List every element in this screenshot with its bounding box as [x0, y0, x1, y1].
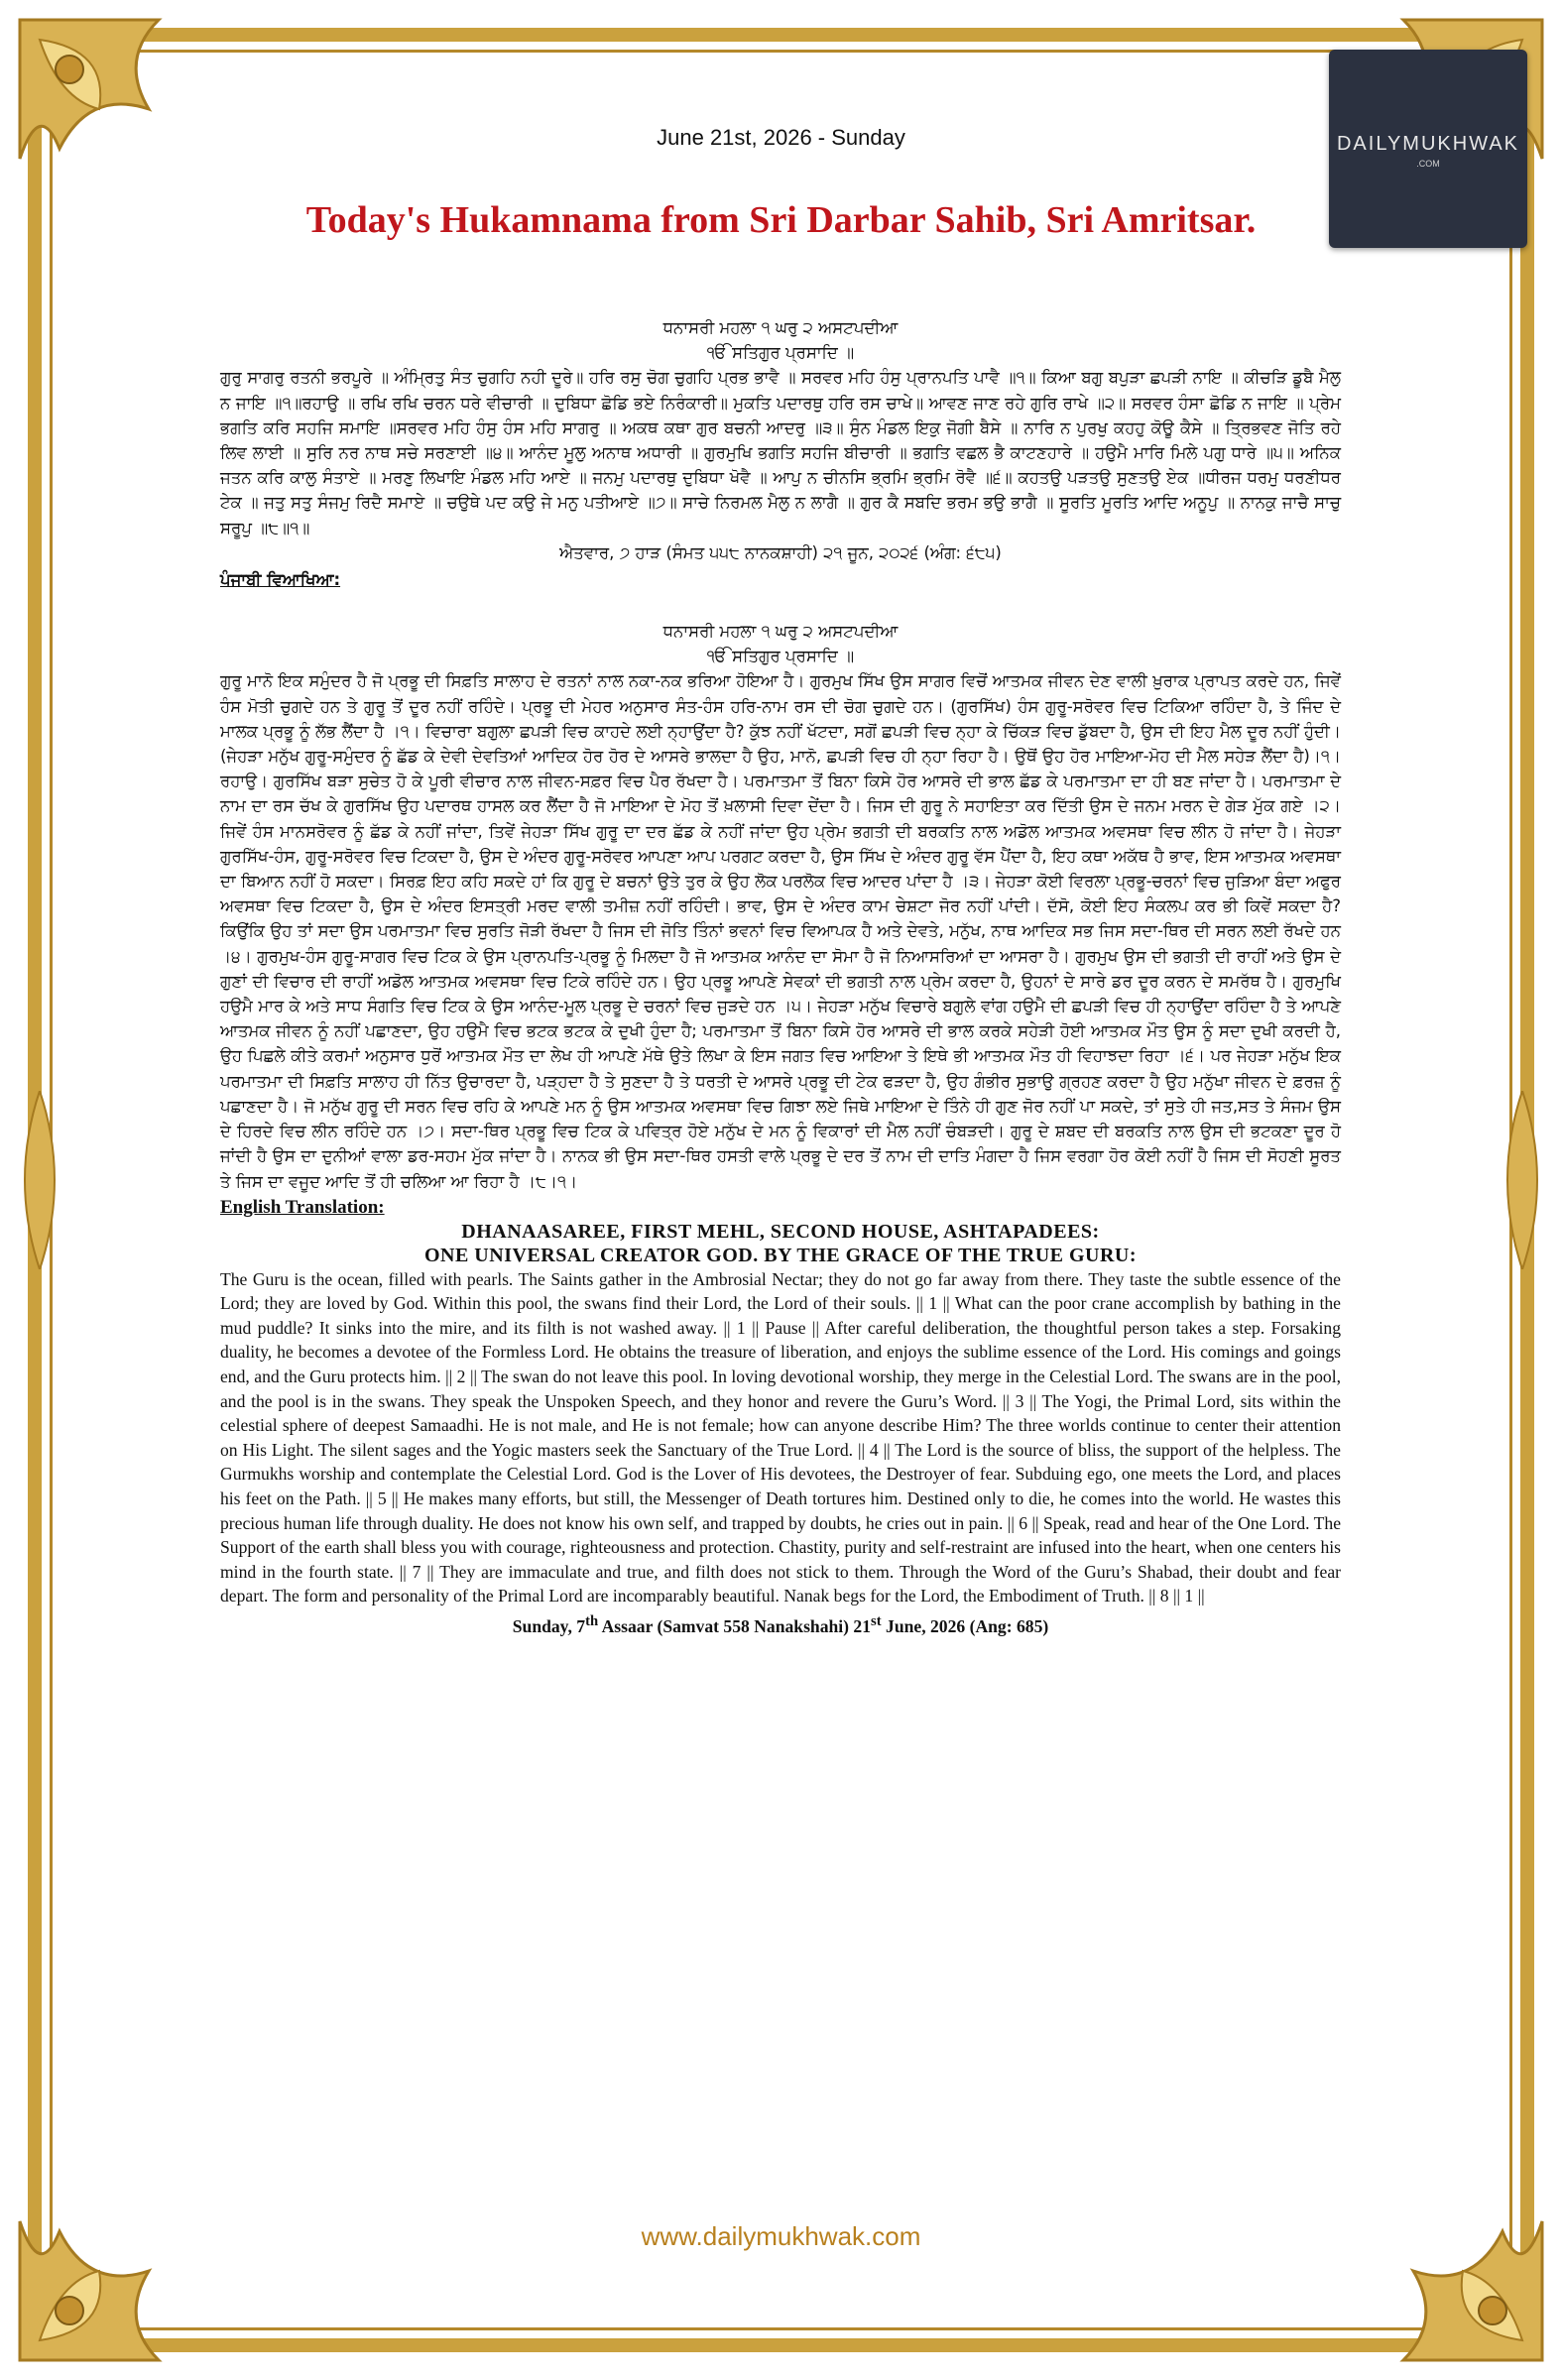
english-date-part-2: Assaar (Samvat 558 Nanakshahi) 21 — [598, 1615, 872, 1636]
page-date: June 21st, 2026 - Sunday — [657, 125, 905, 150]
main-content — [220, 315, 1341, 1639]
ribbon-bow-ornament-bottom-right — [1324, 2142, 1562, 2380]
english-heading-2: ONE UNIVERSAL CREATOR GOD. BY THE GRACE OF THE TRUE GURU: — [423, 1244, 1138, 1266]
english-date-part-3: June, 2026 (Ang: 685) — [881, 1615, 1049, 1636]
english-translation-text: The Guru is the ocean, filled with pearls. The Saints gather in the Ambrosial Nectar; they do not go far away from there. They taste the subtle essence of the Lord; they are loved by God. Within this pool, the swans find their Lord, the Lord of their souls. || 1 || What can the poor crane accomplish by bathing in the mud puddle? It sinks into the mire, and its filth is not washed away. || 1 || Pause || After careful deliberation, the thoughtful person takes a step. Forsaking duality, he becomes a devotee of the Formless Lord. He obtains the treasure of liberation, and enjoys the sublime essence of the Lord. His comings and goings end, and the Guru protects him. || 2 || The swan do not leave this pool. In loving devotional worship, they merge in the Celestial Lord. The swans are in the pool, and the pool is in the swans. They speak the Unspoken Speech, and they honor and revere the Guru’s Word. || 3 || The Yogi, the Primal Lord, sits within the celestial sphere of deepest Samaadhi. He is not male, and He is not female; how can anyone describe Him? The three worlds continue to center their attention on His Light. The silent sages and the Yogic masters seek the Sanctuary of the True Lord. || 4 || The Lord is the source of bliss, the support of the helpless. The Gurmukhs worship and contemplate the Celestial Lord. God is the Lover of His devotees, the Destroyer of fear. Subduing ego, one meets the Lord, and places his feet on the Path. || 5 || He makes many efforts, but still, the Messenger of Death tortures him. Destined only to die, he comes into the world. He wastes this precious human life through duality. He does not know his own self, and trapped by doubts, he cries out in pain. || 6 || Speak, read and hear of the One Lord. The Support of the earth shall bless you with courage, righteousness and protection. Chastity, purity and self-restraint are infused into the heart, when one centers his mind in the fourth state. || 7 || They are immaculate and true, and filth does not stick to them. Through the Word of the Guru’s Shabad, their doubt and fear depart. The form and personality of the Primal Lord are incomparably beautiful. Nanak begs for the Lord, the Embodiment of Truth. || 8 || 1 || — [220, 1268, 1341, 1606]
english-date-sup-2: st — [871, 1613, 882, 1630]
side-ornament-left — [10, 1091, 69, 1269]
english-date-line — [220, 1608, 1341, 1639]
english-date-sup-1: th — [585, 1613, 599, 1630]
punjabi-explanation-label: ਪੰਜਾਬੀ ਵਿਆਖਿਆ: — [220, 570, 341, 590]
punjabi-heading: ਧਨਾਸਰੀ ਮਹਲਾ ੧ ਘਰੁ ੨ ਅਸਟਪਦੀਆ — [662, 622, 899, 642]
gurbani-ikonkar: ੴ ਸਤਿਗੁਰ ਪ੍ਰਸਾਦਿ ॥ — [706, 343, 855, 363]
side-ornament-right — [1493, 1091, 1552, 1269]
gurbani-text: ਗੁਰੁ ਸਾਗਰੁ ਰਤਨੀ ਭਰਪੂਰੇ ॥ ਅੰਮ੍ਰਿਤੁ ਸੰਤ ਚੁਗਹਿ ਨਹੀ ਦੂਰੇ॥ ਹਰਿ ਰਸੁ ਚੋਗ ਚੁਗਹਿ ਪ੍ਰਭ ਭਾਵੈ ॥ ਸਰਵਰ ਮਹਿ ਹੰਸੁ ਪ੍ਰਾਨਪਤਿ ਪਾਵੈ ॥੧॥ ਕਿਆ ਬਗੁ ਬਪੁੜਾ ਛਪੜੀ ਨਾਇ ॥ ਕੀਚੜਿ ਡੂਬੈ ਮੈਲੁ ਨ ਜਾਇ ॥੧॥ਰਹਾਉ ॥ ਰਖਿ ਰਖਿ ਚਰਨ ਧਰੇ ਵੀਚਾਰੀ ॥ ਦੁਬਿਧਾ ਛੋਡਿ ਭਏ ਨਿਰੰਕਾਰੀ॥ ਮੁਕਤਿ ਪਦਾਰਥੁ ਹਰਿ ਰਸ ਚਾਖੇ॥ ਆਵਣ ਜਾਣ ਰਹੇ ਗੁਰਿ ਰਾਖੇ ॥੨॥ ਸਰਵਰ ਹੰਸਾ ਛੋਡਿ ਨ ਜਾਇ ॥ ਪ੍ਰੇਮ ਭਗਤਿ ਕਰਿ ਸਹਜਿ ਸਮਾਇ ॥ਸਰਵਰ ਮਹਿ ਹੰਸੁ ਹੰਸ ਮਹਿ ਸਾਗਰੁ ॥ ਅਕਥ ਕਥਾ ਗੁਰ ਬਚਨੀ ਆਦਰੁ ॥੩॥ ਸੁੰਨ ਮੰਡਲ ਇਕੁ ਜੋਗੀ ਬੈਸੇ ॥ ਨਾਰਿ ਨ ਪੁਰਖੁ ਕਹਹੁ ਕੋਊ ਕੈਸੇ ॥ ਤ੍ਰਿਭਵਣ ਜੋਤਿ ਰਹੇ ਲਿਵ ਲਾਈ ॥ ਸੁਰਿ ਨਰ ਨਾਥ ਸਚੇ ਸਰਣਾਈ ॥੪॥ ਆਨੰਦ ਮੂਲੁ ਅਨਾਥ ਅਧਾਰੀ ॥ ਗੁਰਮੁਖਿ ਭਗਤਿ ਸਹਜਿ ਬੀਚਾਰੀ ॥ ਭਗਤਿ ਵਛਲ ਭੈ ਕਾਟਣਹਾਰੇ ॥ ਹਉਮੈ ਮਾਰਿ ਮਿਲੇ ਪਗੁ ਧਾਰੇ ॥੫॥ ਅਨਿਕ ਜਤਨ ਕਰਿ ਕਾਲੁ ਸੰਤਾਏ ॥ ਮਰਣੁ ਲਿਖਾਇ ਮੰਡਲ ਮਹਿ ਆਏ ॥ ਜਨਮੁ ਪਦਾਰਥੁ ਦੁਬਿਧਾ ਖੋਵੈ ॥ ਆਪੁ ਨ ਚੀਨਸਿ ਭ੍ਰਮਿ ਭ੍ਰਮਿ ਰੋਵੈ ॥੬॥ ਕਹਤਉ ਪੜਤਉ ਸੁਣਤਉ ਏਕ ॥ਧੀਰਜ ਧਰਮੁ ਧਰਣੀਧਰ ਟੇਕ ॥ ਜਤੁ ਸਤੁ ਸੰਜਮੁ ਰਿਦੈ ਸਮਾਏ ॥ ਚਉਥੇ ਪਦ ਕਉ ਜੇ ਮਨੁ ਪਤੀਆਏ ॥੭॥ ਸਾਚੇ ਨਿਰਮਲ ਮੈਲੁ ਨ ਲਾਗੈ ॥ ਗੁਰ ਕੈ ਸਬਦਿ ਭਰਮ ਭਉ ਭਾਗੈ ॥ ਸੂਰਤਿ ਮੂਰਤਿ ਆਦਿ ਅਨੂਪੁ ॥ ਨਾਨਕੁ ਜਾਚੈ ਸਾਚੁ ਸਰੂਪੁ ॥੮॥੧॥ — [220, 368, 1341, 537]
ribbon-bow-ornament-bottom-left — [0, 2142, 238, 2380]
gurbani-date-line: ਐਤਵਾਰ, ੭ ਹਾੜ (ਸੰਮਤ ੫੫੮ ਨਾਨਕਸ਼ਾਹੀ) ੨੧ ਜੂਨ, ੨੦੨੬ (ਅੰਗ: ੬੮੫) — [559, 542, 1002, 562]
english-heading-1: DHANAASAREE, FIRST MEHL, SECOND HOUSE, ASHTAPADEES: — [461, 1220, 1100, 1243]
english-translation-label: English Translation: — [220, 1196, 385, 1218]
logo-subtext: .COM — [1416, 159, 1440, 169]
english-date-part-1: Sunday, 7 — [512, 1615, 586, 1636]
page-title: Today's Hukamnama from Sri Darbar Sahib, Sri Amritsar. — [305, 199, 1257, 241]
website-url[interactable]: www.dailymukhwak.com — [641, 2221, 921, 2251]
punjabi-explanation-text: ਗੁਰੂ ਮਾਨੋ ਇਕ ਸਮੁੰਦਰ ਹੈ ਜੋ ਪ੍ਰਭੂ ਦੀ ਸਿਫ਼ਤਿ ਸਾਲਾਹ ਦੇ ਰਤਨਾਂ ਨਾਲ ਨਕਾ-ਨਕ ਭਰਿਆ ਹੋਇਆ ਹੈ। ਗੁਰਮੁਖ ਸਿੱਖ ਉਸ ਸਾਗਰ ਵਿਚੋਂ ਆਤਮਕ ਜੀਵਨ ਦੇਣ ਵਾਲੀ ਖ਼ੁਰਾਕ ਪ੍ਰਾਪਤ ਕਰਦੇ ਹਨ, ਜਿਵੇਂ ਹੰਸ ਮੋਤੀ ਚੁਗਦੇ ਹਨ ਤੇ ਗੁਰੂ ਤੋਂ ਦੂਰ ਨਹੀਂ ਰਹਿੰਦੇ। ਪ੍ਰਭੂ ਦੀ ਮੇਹਰ ਅਨੁਸਾਰ ਸੰਤ-ਹੰਸ ਹਰਿ-ਨਾਮ ਰਸ ਦੀ ਚੋਗ ਚੁਗਦੇ ਹਨ। (ਗੁਰਸਿੱਖ) ਹੰਸ ਗੁਰੂ-ਸਰੋਵਰ ਵਿਚ ਟਿਕਿਆ ਰਹਿੰਦਾ ਹੈ, ਤੇ ਜਿੰਦ ਦੇ ਮਾਲਕ ਪ੍ਰਭੂ ਨੂੰ ਲੱਭ ਲੈਂਦਾ ਹੈ ।੧। ਵਿਚਾਰਾ ਬਗੁਲਾ ਛਪੜੀ ਵਿਚ ਕਾਹਦੇ ਲਈ ਨ੍ਹਾਉਂਦਾ ਹੈ? ਕੁੱਝ ਨਹੀਂ ਖੱਟਦਾ, ਸਗੋਂ ਛਪੜੀ ਵਿਚ ਨ੍ਹਾ ਕੇ ਚਿੱਕੜ ਵਿਚ ਡੁੱਬਦਾ ਹੈ, ਉਸ ਦੀ ਇਹ ਮੈਲ ਦੂਰ ਨਹੀਂ ਹੁੰਦੀ। (ਜੇਹੜਾ ਮਨੁੱਖ ਗੁਰੂ-ਸਮੁੰਦਰ ਨੂੰ ਛੱਡ ਕੇ ਦੇਵੀ ਦੇਵਤਿਆਂ ਆਦਿਕ ਹੋਰ ਹੋਰ ਦੇ ਆਸਰੇ ਭਾਲਦਾ ਹੈ ਉਹ, ਮਾਨੋ, ਛਪੜੀ ਵਿਚ ਹੀ ਨ੍ਹਾ ਰਿਹਾ ਹੈ। ਉਥੋਂ ਉਹ ਹੋਰ ਮਾਇਆ-ਮੋਹ ਦੀ ਮੈਲ ਸਹੇੜ ਲੈਂਦਾ ਹੈ)।੧।ਰਹਾਉ। ਗੁਰਸਿੱਖ ਬੜਾ ਸੁਚੇਤ ਹੋ ਕੇ ਪੂਰੀ ਵੀਚਾਰ ਨਾਲ ਜੀਵਨ-ਸਫ਼ਰ ਵਿਚ ਪੈਰ ਰੱਖਦਾ ਹੈ। ਪਰਮਾਤਮਾ ਤੋਂ ਬਿਨਾ ਕਿਸੇ ਹੋਰ ਆਸਰੇ ਦੀ ਭਾਲ ਛੱਡ ਕੇ ਪਰਮਾਤਮਾ ਦਾ ਹੀ ਬਣ ਜਾਂਦਾ ਹੈ। ਪਰਮਾਤਮਾ ਦੇ ਨਾਮ ਦਾ ਰਸ ਚੱਖ ਕੇ ਗੁਰਸਿੱਖ ਉਹ ਪਦਾਰਥ ਹਾਸਲ ਕਰ ਲੈਂਦਾ ਹੈ ਜੋ ਮਾਇਆ ਦੇ ਮੋਹ ਤੋਂ ਖ਼ਲਾਸੀ ਦਿਵਾ ਦੇਂਦਾ ਹੈ। ਜਿਸ ਦੀ ਗੁਰੂ ਨੇ ਸਹਾਇਤਾ ਕਰ ਦਿੱਤੀ ਉਸ ਦੇ ਜਨਮ ਮਰਨ ਦੇ ਗੇੜ ਮੁੱਕ ਗਏ ।੨। ਜਿਵੇਂ ਹੰਸ ਮਾਨਸਰੋਵਰ ਨੂੰ ਛੱਡ ਕੇ ਨਹੀਂ ਜਾਂਦਾ, ਤਿਵੇਂ ਜੇਹੜਾ ਸਿੱਖ ਗੁਰੂ ਦਾ ਦਰ ਛੱਡ ਕੇ ਨਹੀਂ ਜਾਂਦਾ ਉਹ ਪ੍ਰੇਮ ਭਗਤੀ ਦੀ ਬਰਕਤਿ ਨਾਲ ਅਡੋਲ ਆਤਮਕ ਅਵਸਥਾ ਵਿਚ ਲੀਨ ਹੋ ਜਾਂਦਾ ਹੈ। ਜੇਹੜਾ ਗੁਰਸਿੱਖ-ਹੰਸ, ਗੁਰੂ-ਸਰੋਵਰ ਵਿਚ ਟਿਕਦਾ ਹੈ, ਉਸ ਦੇ ਅੰਦਰ ਗੁਰੂ-ਸਰੋਵਰ ਆਪਣਾ ਆਪ ਪਰਗਟ ਕਰਦਾ ਹੈ, ਉਸ ਸਿੱਖ ਦੇ ਅੰਦਰ ਗੁਰੂ ਵੱਸ ਪੈਂਦਾ ਹੈ, ਇਹ ਕਥਾ ਅਕੱਥ ਹੈ ਭਾਵ, ਇਸ ਆਤਮਕ ਅਵਸਥਾ ਦਾ ਬਿਆਨ ਨਹੀਂ ਹੋ ਸਕਦਾ। ਸਿਰਫ਼ ਇਹ ਕਹਿ ਸਕਦੇ ਹਾਂ ਕਿ ਗੁਰੂ ਦੇ ਬਚਨਾਂ ਉਤੇ ਤੁਰ ਕੇ ਉਹ ਲੋਕ ਪਰਲੋਕ ਵਿਚ ਆਦਰ ਪਾਂਦਾ ਹੈ ।੩। ਜੇਹੜਾ ਕੋਈ ਵਿਰਲਾ ਪ੍ਰਭੂ-ਚਰਨਾਂ ਵਿਚ ਜੁੜਿਆ ਬੰਦਾ ਅਫੁਰ ਅਵਸਥਾ ਵਿਚ ਟਿਕਦਾ ਹੈ, ਉਸ ਦੇ ਅੰਦਰ ਇਸਤ੍ਰੀ ਮਰਦ ਵਾਲੀ ਤਮੀਜ਼ ਨਹੀਂ ਰਹਿੰਦੀ। ਭਾਵ, ਉਸ ਦੇ ਅੰਦਰ ਕਾਮ ਚੇਸ਼ਟਾ ਜੋਰ ਨਹੀਂ ਪਾਂਦੀ। ਦੱਸੋ, ਕੋਈ ਇਹ ਸੰਕਲਪ ਕਰ ਭੀ ਕਿਵੇਂ ਸਕਦਾ ਹੈ? ਕਿਉਂਕਿ ਉਹ ਤਾਂ ਸਦਾ ਉਸ ਪਰਮਾਤਮਾ ਵਿਚ ਸੁਰਤਿ ਜੋੜੀ ਰੱਖਦਾ ਹੈ ਜਿਸ ਦੀ ਜੋਤਿ ਤਿੰਨਾਂ ਭਵਨਾਂ ਵਿਚ ਵਿਆਪਕ ਹੈ ਅਤੇ ਦੇਵਤੇ, ਮਨੁੱਖ, ਨਾਥ ਆਦਿਕ ਸਭ ਜਿਸ ਸਦਾ-ਥਿਰ ਦੀ ਸਰਨ ਲਈ ਰੱਖਦੇ ਹਨ ।੪। ਗੁਰਮੁਖ-ਹੰਸ ਗੁਰੂ-ਸਾਗਰ ਵਿਚ ਟਿਕ ਕੇ ਉਸ ਪ੍ਰਾਨਪਤਿ-ਪ੍ਰਭੂ ਨੂੰ ਮਿਲਦਾ ਹੈ ਜੋ ਆਤਮਕ ਆਨੰਦ ਦਾ ਸੋਮਾ ਹੈ ਜੋ ਨਿਆਸਰਿਆਂ ਦਾ ਆਸਰਾ ਹੈ। ਗੁਰਮੁਖ ਉਸ ਦੀ ਭਗਤੀ ਦੀ ਰਾਹੀਂ ਅਤੇ ਉਸ ਦੇ ਗੁਣਾਂ ਦੀ ਵਿਚਾਰ ਦੀ ਰਾਹੀਂ ਅਡੋਲ ਆਤਮਕ ਅਵਸਥਾ ਵਿਚ ਟਿਕੇ ਰਹਿੰਦੇ ਹਨ। ਉਹ ਪ੍ਰਭੂ ਆਪਣੇ ਸੇਵਕਾਂ ਦੀ ਭਗਤੀ ਨਾਲ ਪ੍ਰੇਮ ਕਰਦਾ ਹੈ, ਉਹਨਾਂ ਦੇ ਸਾਰੇ ਡਰ ਦੂਰ ਕਰਨ ਦੇ ਸਮਰੱਥ ਹੈ। ਗੁਰਮੁਖਿ ਹਉਮੈ ਮਾਰ ਕੇ ਅਤੇ ਸਾਧ ਸੰਗਤਿ ਵਿਚ ਟਿਕ ਕੇ ਉਸ ਆਨੰਦ-ਮੂਲ ਪ੍ਰਭੂ ਦੇ ਚਰਨਾਂ ਵਿਚ ਜੁੜਦੇ ਹਨ ।੫। ਜੇਹੜਾ ਮਨੁੱਖ ਵਿਚਾਰੇ ਬਗੁਲੇ ਵਾਂਗ ਹਉਮੈ ਦੀ ਛਪੜੀ ਵਿਚ ਹੀ ਨ੍ਹਾਉਂਦਾ ਰਹਿੰਦਾ ਹੈ ਤੇ ਆਪਣੇ ਆਤਮਕ ਜੀਵਨ ਨੂੰ ਨਹੀਂ ਪਛਾਣਦਾ, ਉਹ ਹਉਮੈ ਵਿਚ ਭਟਕ ਭਟਕ ਕੇ ਦੁਖੀ ਹੁੰਦਾ ਹੈ; ਪਰਮਾਤਮਾ ਤੋਂ ਬਿਨਾ ਕਿਸੇ ਹੋਰ ਆਸਰੇ ਦੀ ਭਾਲ ਕਰਕੇ ਸਹੇੜੀ ਹੋਈ ਆਤਮਕ ਮੌਤ ਉਸ ਨੂੰ ਸਦਾ ਦੁਖੀ ਕਰਦੀ ਹੈ, ਉਹ ਪਿਛਲੇ ਕੀਤੇ ਕਰਮਾਂ ਅਨੁਸਾਰ ਧੁਰੋਂ ਆਤਮਕ ਮੌਤ ਦਾ ਲੇਖ ਹੀ ਆਪਣੇ ਮੱਥੇ ਉਤੇ ਲਿਖਾ ਕੇ ਇਸ ਜਗਤ ਵਿਚ ਆਇਆ ਤੇ ਇਥੇ ਭੀ ਆਤਮਕ ਮੌਤ ਹੀ ਵਿਹਾਝਦਾ ਰਿਹਾ ।੬। ਪਰ ਜੇਹੜਾ ਮਨੁੱਖ ਇਕ ਪਰਮਾਤਮਾ ਦੀ ਸਿਫ਼ਤਿ ਸਾਲਾਹ ਹੀ ਨਿੱਤ ਉਚਾਰਦਾ ਹੈ, ਪੜ੍ਹਦਾ ਹੈ ਤੇ ਸੁਣਦਾ ਹੈ ਤੇ ਧਰਤੀ ਦੇ ਆਸਰੇ ਪ੍ਰਭੂ ਦੀ ਟੇਕ ਫੜਦਾ ਹੈ, ਉਹ ਗੰਭੀਰ ਸੁਭਾਉ ਗ੍ਰਹਣ ਕਰਦਾ ਹੈ ਉਹ ਮਨੁੱਖਾ ਜੀਵਨ ਦੇ ਫ਼ਰਜ਼ ਨੂੰ ਪਛਾਣਦਾ ਹੈ। ਜੋ ਮਨੁੱਖ ਗੁਰੂ ਦੀ ਸਰਨ ਵਿਚ ਰਹਿ ਕੇ ਆਪਣੇ ਮਨ ਨੂੰ ਉਸ ਆਤਮਕ ਅਵਸਥਾ ਵਿਚ ਗਿਝਾ ਲਏ ਜਿਥੇ ਮਾਇਆ ਦੇ ਤਿੰਨੇ ਹੀ ਗੁਣ ਜੋਰ ਨਹੀਂ ਪਾ ਸਕਦੇ, ਤਾਂ ਸੁਤੇ ਹੀ ਜਤ,ਸਤ ਤੇ ਸੰਜਮ ਉਸ ਦੇ ਹਿਰਦੇ ਵਿਚ ਲੀਨ ਰਹਿੰਦੇ ਹਨ ।੭। ਸਦਾ-ਥਿਰ ਪ੍ਰਭੂ ਵਿਚ ਟਿਕ ਕੇ ਪਵਿਤ੍ਰ ਹੋਏ ਮਨੁੱਖ ਦੇ ਮਨ ਨੂੰ ਵਿਕਾਰਾਂ ਦੀ ਮੈਲ ਨਹੀਂ ਚੰਬੜਦੀ। ਗੁਰੂ ਦੇ ਸ਼ਬਦ ਦੀ ਬਰਕਤਿ ਨਾਲ ਉਸ ਦੀ ਭਟਕਣਾ ਦੂਰ ਹੋ ਜਾਂਦੀ ਹੈ ਉਸ ਦਾ ਦੁਨੀਆਂ ਵਾਲਾ ਡਰ-ਸਹਮ ਮੁੱਕ ਜਾਂਦਾ ਹੈ। ਨਾਨਕ ਭੀ ਉਸ ਸਦਾ-ਥਿਰ ਹਸਤੀ ਵਾਲੇ ਪ੍ਰਭੂ ਦੇ ਦਰ ਤੋਂ ਨਾਮ ਦੀ ਦਾਤਿ ਮੰਗਦਾ ਹੈ ਜਿਸ ਵਰਗਾ ਹੋਰ ਕੋਈ ਨਹੀਂ ਹੈ ਜਿਸ ਦੀ ਸੋਹਣੀ ਸੂਰਤ ਤੇ ਜਿਸ ਦਾ ਵਜੂਦ ਆਦਿ ਤੋਂ ਹੀ ਚਲਿਆ ਆ ਰਿਹਾ ਹੈ ।੮।੧। — [220, 671, 1341, 1191]
logo-text: DAILYMUKHWAK — [1336, 133, 1520, 155]
gurbani-heading: ਧਨਾਸਰੀ ਮਹਲਾ ੧ ਘਰੁ ੨ ਅਸਟਪਦੀਆ — [662, 318, 899, 337]
punjabi-ikonkar: ੴ ਸਤਿਗੁਰ ਪ੍ਰਸਾਦਿ ॥ — [706, 647, 855, 666]
